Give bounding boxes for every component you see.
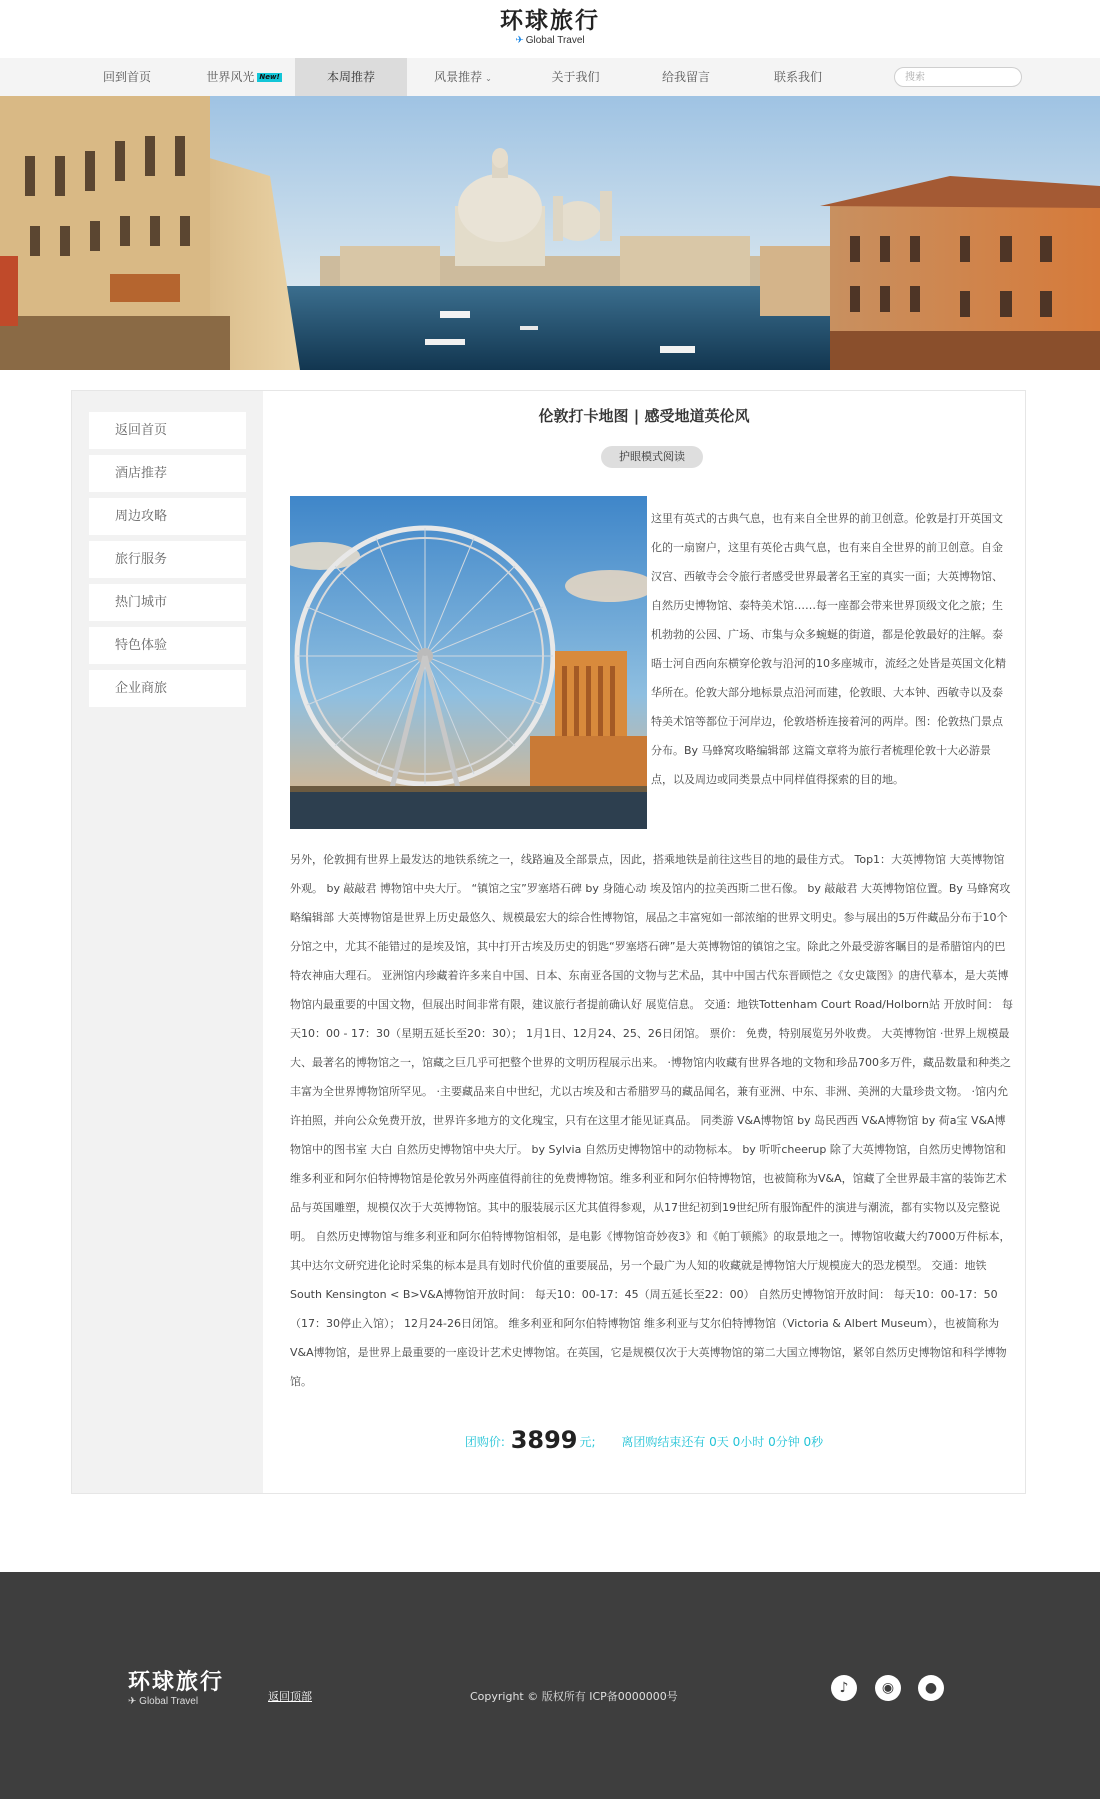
sidebar-item-nearby-guides[interactable]: 周边攻略 xyxy=(89,498,246,535)
site-footer xyxy=(0,1572,1100,1799)
footer-logo[interactable]: 环球旅行 ✈ Global Travel xyxy=(128,1669,225,1707)
hero-banner-image xyxy=(0,96,1100,370)
weibo-icon[interactable]: ◉ xyxy=(875,1675,901,1701)
new-badge: New! xyxy=(259,73,280,81)
price-value: 3899 xyxy=(510,1426,578,1454)
group-price-row xyxy=(263,1426,1025,1454)
site-header xyxy=(0,0,1100,58)
search-input[interactable]: 搜索 xyxy=(894,67,1022,87)
sidebar-item-business-travel[interactable]: 企业商旅 xyxy=(89,670,246,707)
sidebar-item-home[interactable]: 返回首页 xyxy=(89,412,246,449)
article xyxy=(263,391,1025,1493)
airplane-icon: ✈ xyxy=(515,35,524,46)
site-logo[interactable] xyxy=(0,8,1100,47)
nav-about-us[interactable]: 关于我们 xyxy=(551,70,600,84)
copyright-text: Copyright © 版权所有 ICP备0000000号 xyxy=(470,1690,678,1703)
logo-chinese: 环球旅行 xyxy=(500,7,600,34)
tiktok-icon[interactable]: ♪ xyxy=(831,1675,857,1701)
article-title: 伦敦打卡地图 | 感受地道英伦风 xyxy=(538,407,750,425)
sidebar-item-hot-cities[interactable]: 热门城市 xyxy=(89,584,246,621)
group-buy-countdown: 离团购结束还有 0天 0小时 0分钟 0秒 xyxy=(621,1435,824,1449)
airplane-icon: ✈ xyxy=(128,1696,140,1707)
back-to-top-link[interactable]: 返回顶部 xyxy=(268,1690,312,1703)
price-unit: 元; xyxy=(579,1435,596,1449)
main-nav xyxy=(0,58,1100,97)
eye-care-mode-button[interactable]: 护眼模式阅读 xyxy=(601,446,703,468)
nav-contact-us[interactable]: 联系我们 xyxy=(773,70,822,84)
nav-weekly-picks[interactable]: 本周推荐 xyxy=(295,58,407,96)
article-body-text: 另外，伦敦拥有世界上最发达的地铁系统之一，线路遍及全部景点，因此，搭乘地铁是前往这些目的地的最佳方式。 Top1：大英博物馆 大英博物馆外观。 by 敲敲君 博物馆中央大厅。 “镇馆之宝”罗塞塔石碑 by 身随心动 埃及馆内的拉美西斯二世石像。 by 敲敲君 大英博物馆位置。By 马蜂窝攻略编辑部 大英博物馆是世界上历史最悠久、规模最宏大的综合性博物馆，展品之丰富宛如一部浓缩的世界文明史。参与展出的5万件藏品分布于10个分馆之中，尤其不能错过的是埃及馆，其中打开古埃及历史的钥匙“罗塞塔石碑”是大英博物馆的镇馆之宝。除此之外最受游客瞩目的是希腊馆内的巴特农神庙大理石。 亚洲馆内珍藏着许多来自中国、日本、东南亚各国的文物与艺术品，其中中国古代东晋顾恺之《女史箴图》的唐代摹本，是大英博物馆内最重要的中国文物，但展出时间非常有限，建议旅行者提前确认好 展览信息。 交通：地铁Tottenham Court Road/Holborn站 开放时间： 每天10：00 - 17：30（星期五延长至20：30）； 1月1日、12月24、25、26日闭馆。 票价： 免费，特别展览另外收费。 大英博物馆 ·世界上规模最大、最著名的博物馆之一，馆藏之巨几乎可把整个世界的文明历程展示出来。 ·博物馆内收藏有世界各地的文物和珍品700多万件，藏品数量和种类之丰富为全世界博物馆所罕见。 ·主要藏品来自中世纪，尤以古埃及和古希腊罗马的藏品闻名，兼有亚洲、中东、非洲、美洲的大量珍贵文物。 ·馆内允许拍照，并向公众免费开放，世界许多地方的文化瑰宝，只有在这里才能见证真品。 同类游 V&A博物馆 by 岛民西西 V&A博物馆 by 荷a宝 V&A博物馆中的图书室 大白 自然历史博物馆中央大厅。 by Sylvia 自然历史博物馆中的动物标本。 by 听听cheerup 除了大英博物馆，自然历史博物馆和维多利亚和阿尔伯特博物馆是伦敦另外两座值得前往的免费博物馆。维多利亚和阿尔伯特博物馆，也被简称为V&A，馆藏了全世界最丰富的装饰艺术品与英国雕塑，规模仅次于大英博物馆。其中的服装展示区尤其值得参观，从17世纪初到19世纪所有服饰配件的演进与潮流，都有实物以及完整说明。 自然历史博物馆与维多利亚和阿尔伯特博物馆相邻，是电影《博物馆奇妙夜3》和《帕丁顿熊》的取景地之一。博物馆收藏大约7000万件标本，其中达尔文研究进化论时采集的标本是具有划时代价值的重要展品，另一个最广为人知的收藏就是博物馆大厅规模庞大的恐龙模型。 交通：地铁South Kensington < B>V&A博物馆开放时间： 每天10：00-17：45（周五延长至22：00） 自然历史博物馆开放时间： 每天10：00-17：50（17：30停止入馆）； 12月24-26日闭馆。 维多利亚和阿尔伯特博物馆 维多利亚与艾尔伯特博物馆（Victoria & Albert Museum），也被简称为V&A博物馆，是世界上最重要的一座设计艺术史博物馆。在英国，它是规模仅次于大英博物馆的第二大国立博物馆，紧邻自然历史博物馆和科学博物馆。 xyxy=(290,853,1013,1388)
logo-english: Global Travel xyxy=(525,35,585,46)
sidebar-item-hotels[interactable]: 酒店推荐 xyxy=(89,455,246,492)
wechat-icon[interactable]: ● xyxy=(918,1675,944,1701)
sidebar-item-experiences[interactable]: 特色体验 xyxy=(89,627,246,664)
nav-leave-message[interactable]: 给我留言 xyxy=(661,70,710,84)
article-intro-text: 这里有英式的古典气息，也有来自全世界的前卫创意。伦敦是打开英国文化的一扇窗户，这里有英伦古典气息，也有来自全世界的前卫创意。自金汉宫、西敏寺会令旅行者感受世界最著名王室的真实一面；大英博物馆、自然历史博物馆、泰特美术馆……每一座都会带来世界顶级文化之旅；生机勃勃的公园、广场、市集与众多蜿蜒的街道，都是伦敦最好的注解。泰晤士河自西向东横穿伦敦与沿河的10多座城市，流经之处皆是英国文化精华所在。伦敦大部分地标景点沿河而建，伦敦眼、大本钟、西敏寺以及泰特美术馆等都位于河岸边，伦敦塔桥连接着河的两岸。图：伦敦热门景点分布。By 马蜂窝攻略编辑部 这篇文章将为旅行者梳理伦敦十大必游景点，以及周边或同类景点中同样值得探索的目的地。 xyxy=(651,512,1006,786)
sidebar xyxy=(72,391,263,1493)
price-label: 团购价: xyxy=(464,1435,505,1449)
chevron-down-icon: ⌄ xyxy=(485,74,492,83)
nav-home[interactable]: 回到首页 xyxy=(102,70,151,84)
nav-world-scenery[interactable]: 世界风光 New! xyxy=(206,70,280,84)
main-container xyxy=(71,390,1026,1494)
sidebar-item-travel-services[interactable]: 旅行服务 xyxy=(89,541,246,578)
london-eye-photo xyxy=(290,496,647,829)
nav-scenery-recommend[interactable]: 风景推荐 ⌄ xyxy=(434,70,492,84)
